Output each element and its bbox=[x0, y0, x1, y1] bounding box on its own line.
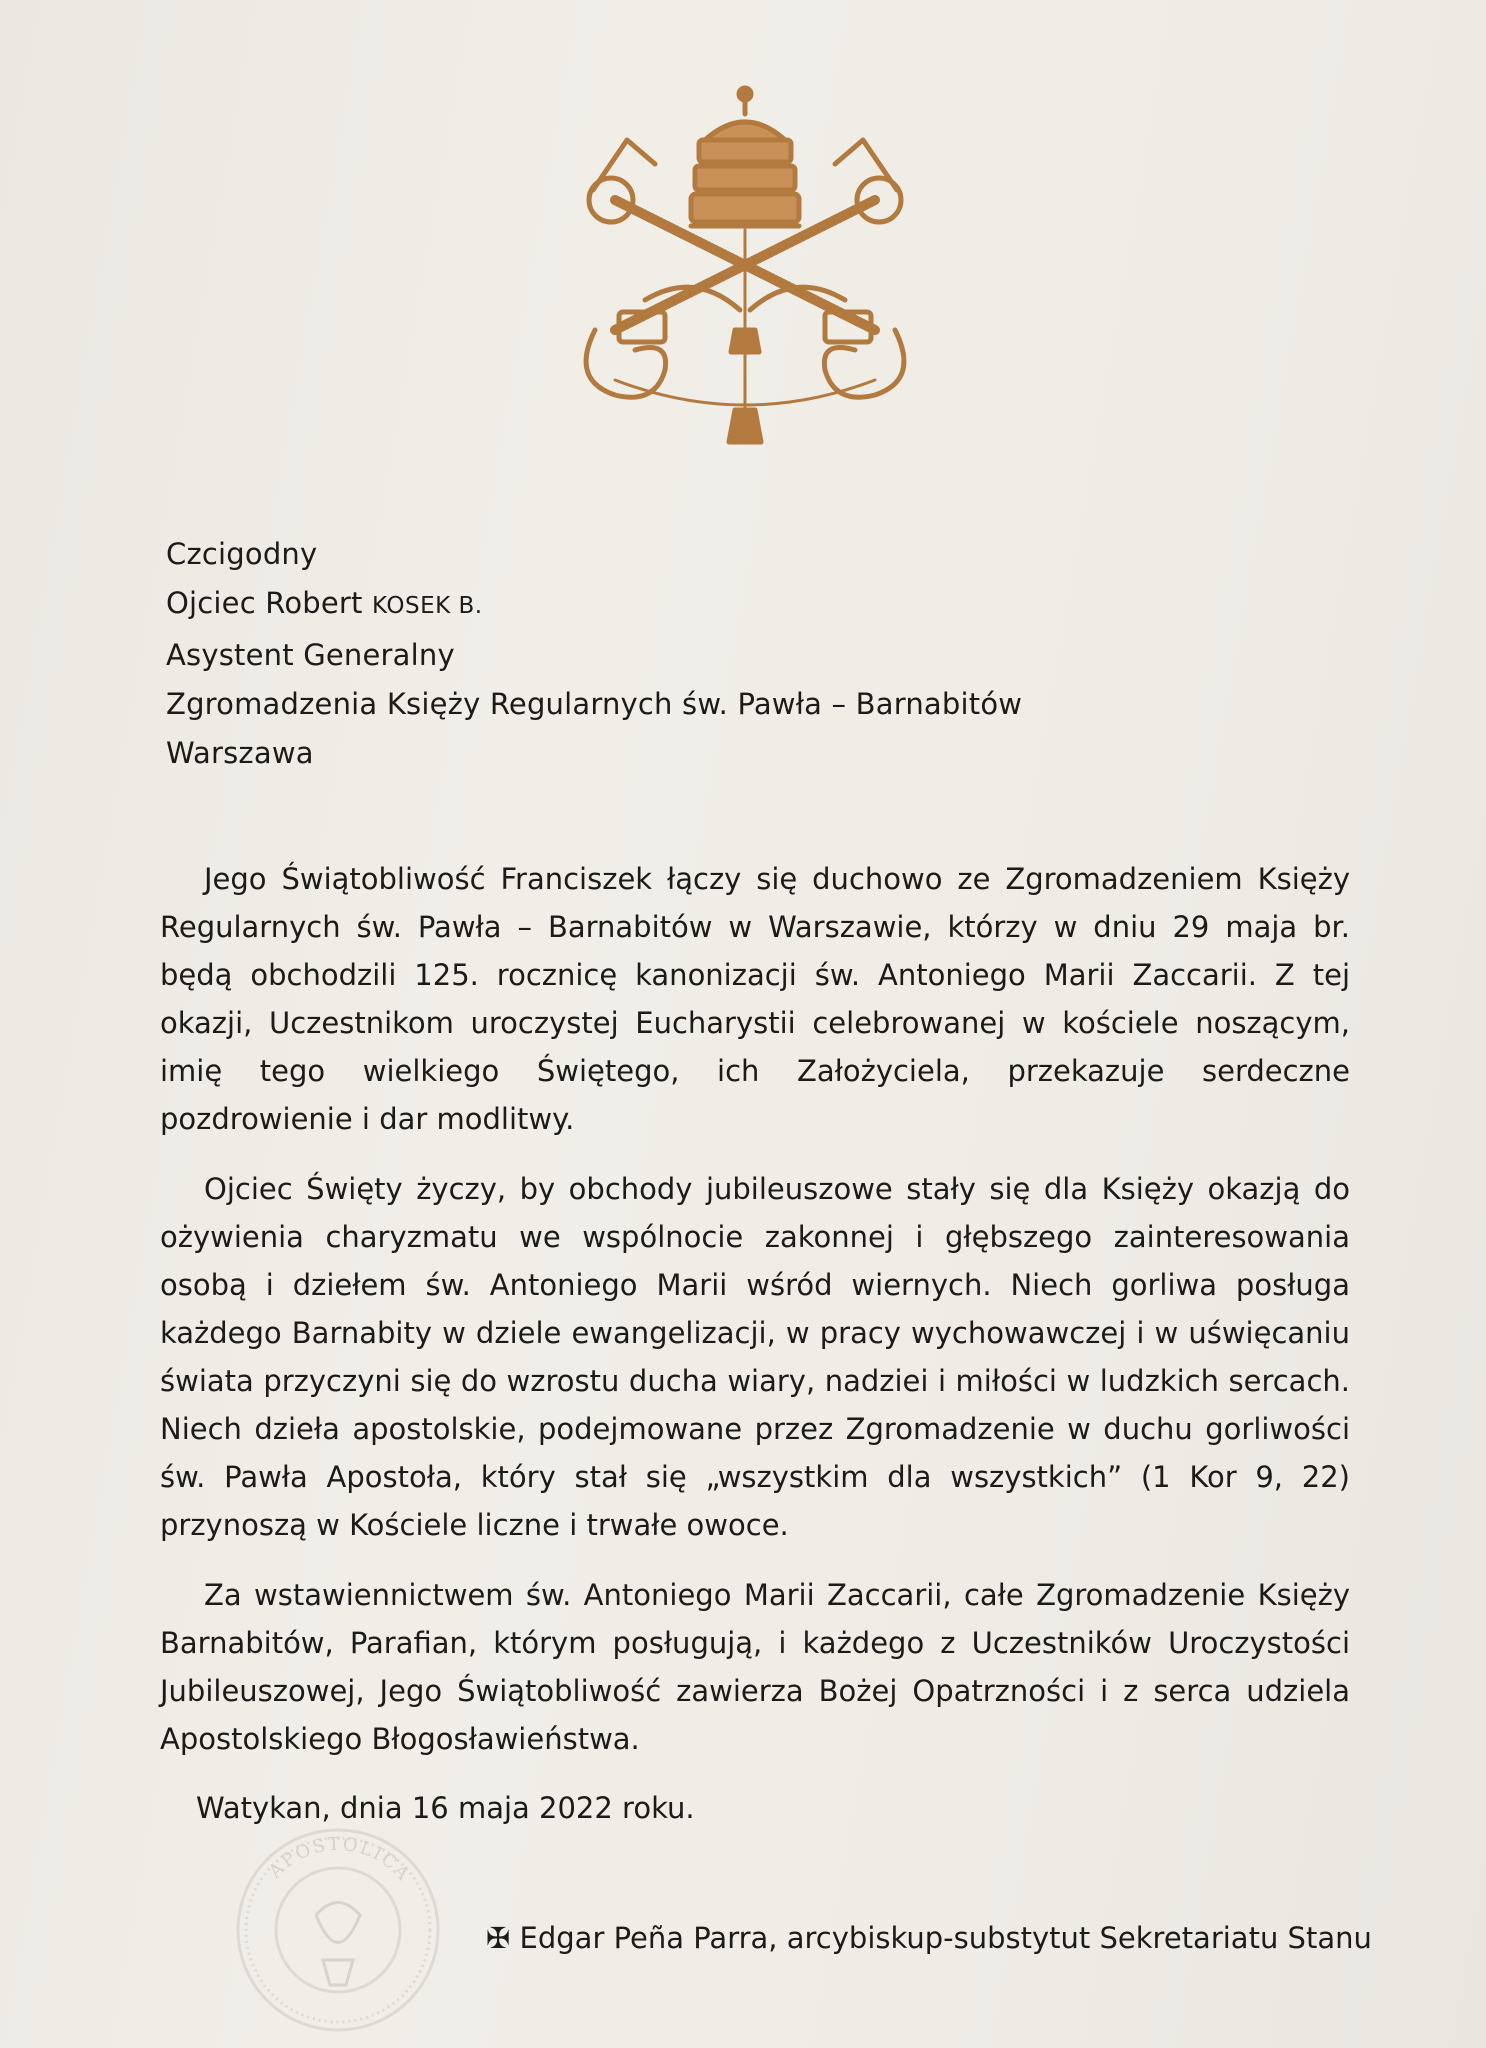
body-paragraph: Za wstawiennictwem św. Antoniego Marii Zaccarii, całe Zgromadzenie Księży Barnabitów, Parafian, którym posługują, i każdego z Uczestników Uroczystości Jubileuszowej, Jego Świątobliwość zawierza Bożej Opatrzności i z serca udziela Apostolskiego Błogosławieństwa. bbox=[160, 1578, 1350, 1756]
papal-coat-of-arms-icon bbox=[575, 80, 915, 450]
svg-text:APOSTOLICA: APOSTOLICA bbox=[264, 1833, 415, 1886]
recipient-suffix: B. bbox=[450, 593, 483, 619]
recipient-surname: KOSEK bbox=[372, 593, 451, 619]
address-block bbox=[166, 530, 1022, 778]
letter-body bbox=[160, 855, 1350, 1785]
salutation: Czcigodny bbox=[166, 537, 318, 571]
date-line: Watykan, dnia 16 maja 2022 roku. bbox=[196, 1791, 695, 1825]
recipient-organization: Zgromadzenia Księży Regularnych św. Pawła – Barnabitów bbox=[166, 687, 1023, 721]
recipient-title: Asystent Generalny bbox=[166, 638, 455, 672]
signature-line bbox=[486, 1914, 1372, 1962]
signature-text: Edgar Peña Parra, arcybiskup-substytut Sekretariatu Stanu bbox=[519, 1921, 1372, 1955]
cross-icon: ✠ bbox=[486, 1921, 511, 1955]
recipient-name bbox=[166, 579, 1022, 631]
body-paragraph: Jego Świątobliwość Franciszek łączy się duchowo ze Zgromadzeniem Księży Regularnych św. Pawła – Barnabitów w Warszawie, którzy w dniu 29 maja br. będą obchodzili 125. rocznicę kanonizacji św. Antoniego Marii Zaccarii. Z tej okazji, Uczestnikom uroczystej Eucharystii celebrowanej w kościele noszącym, imię tego wielkiego Świętego, ich Założyciela, przekazuje serdeczne pozdrowienie i dar modlitwy. bbox=[160, 862, 1350, 1136]
recipient-name-prefix: Ojciec Robert bbox=[166, 586, 373, 620]
embossed-seal-icon bbox=[228, 1820, 448, 2040]
body-paragraph: Ojciec Święty życzy, by obchody jubileuszowe stały się dla Księży okazją do ożywienia charyzmatu we wspólnocie zakonnej i głębszego zainteresowania osobą i dziełem św. Antoniego Marii wśród wiernych. Niech gorliwa posługa każdego Barnabity w dziele ewangelizacji, w pracy wychowawczej i w uświęcaniu świata przyczyni się do wzrostu ducha wiary, nadziei i miłości w ludzkich sercach. Niech dzieła apostolskie, podejmowane przez Zgromadzenie w duchu gorliwości św. Pawła Apostoła, który stał się „wszystkim dla wszystkich” (1 Kor 9, 22) przynoszą w Kościele liczne i trwałe owoce. bbox=[160, 1172, 1350, 1542]
recipient-city: Warszawa bbox=[166, 736, 314, 770]
